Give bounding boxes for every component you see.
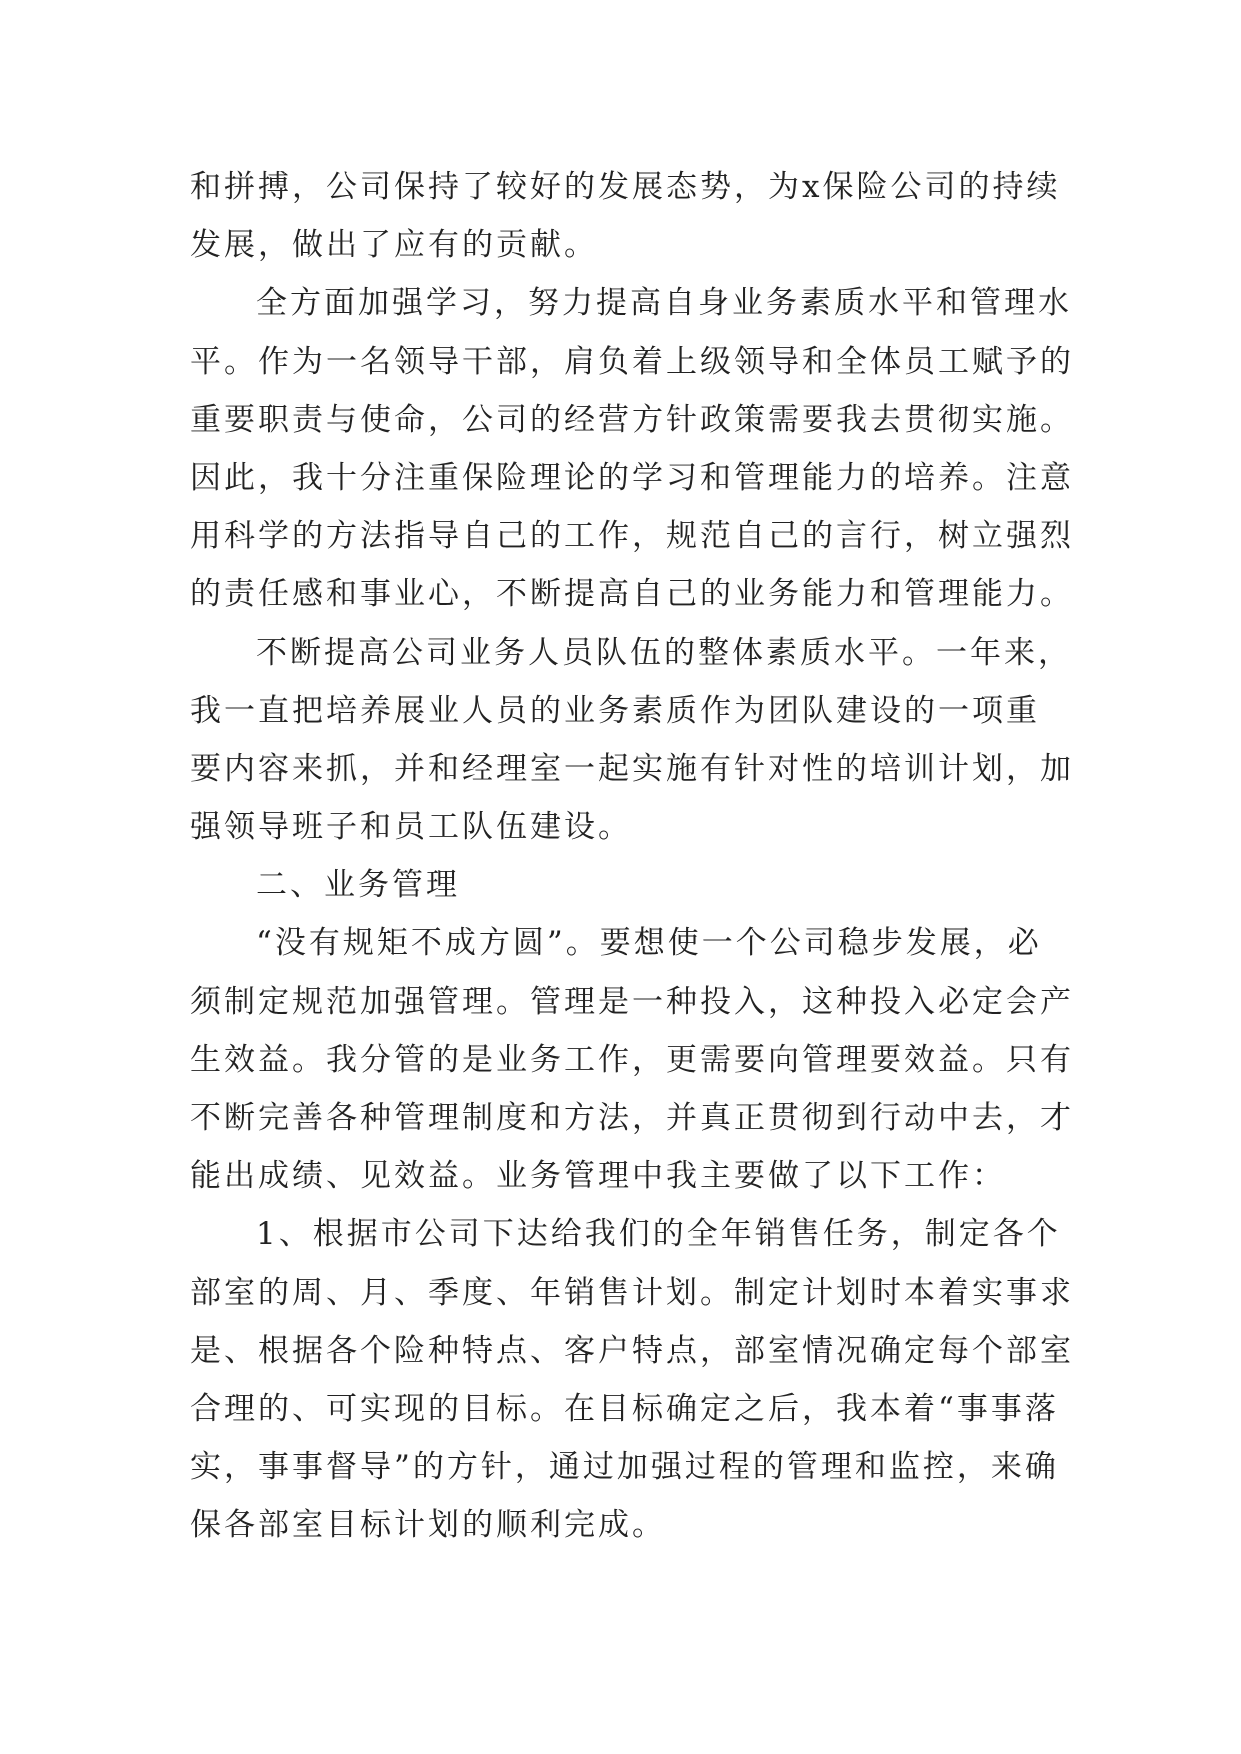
text-line: 全方面加强学习，努力提高自身业务素质水平和管理水: [256, 285, 1072, 322]
text-line: 平。作为一名领导干部，肩负着上级领导和全体员工赋予的: [190, 343, 1074, 380]
text-line: “没有规矩不成方圆”。要想使一个公司稳步发展，必: [256, 925, 1042, 962]
document-body: [190, 158, 1080, 1555]
text-line: 和拼搏，公司保持了较好的发展态势，为x保险公司的持续: [190, 169, 1061, 205]
text-line: 要内容来抓，并和经理室一起实施有针对性的培训计划，加: [190, 750, 1074, 787]
text-line: 实，事事督导”的方针，通过加强过程的管理和监控，来确: [190, 1449, 1059, 1486]
text-line: 1、根据市公司下达给我们的全年销售任务，制定各个: [256, 1216, 1061, 1253]
text-line: 用科学的方法指导自己的工作，规范自己的言行，树立强烈: [190, 518, 1074, 555]
text-line: 不断提高公司业务人员队伍的整体素质水平。一年来，: [256, 634, 1072, 671]
text-line: 因此，我十分注重保险理论的学习和管理能力的培养。注意: [190, 459, 1074, 496]
text-line: 不断完善各种管理制度和方法，并真正贯彻到行动中去，才: [190, 1100, 1074, 1136]
text-line: 我一直把培养展业人员的业务素质作为团队建设的一项重: [190, 692, 1040, 729]
text-line: 发展，做出了应有的贡献。: [190, 227, 598, 264]
text-line: 部室的周、月、季度、年销售计划。制定计划时本着实事求: [190, 1274, 1074, 1311]
text-line: 须制定规范加强管理。管理是一种投入，这种投入必定会产: [190, 983, 1074, 1020]
text-line: 能出成绩、见效益。业务管理中我主要做了以下工作：: [190, 1158, 1006, 1195]
text-line: 二、业务管理: [256, 867, 460, 904]
text-line: 保各部室目标计划的顺利完成。: [190, 1507, 666, 1544]
text-line: 的责任感和事业心，不断提高自己的业务能力和管理能力。: [190, 576, 1074, 613]
text-line: 重要职责与使命，公司的经营方针政策需要我去贯彻实施。: [190, 401, 1074, 438]
text-line: 是、根据各个险种特点、客户特点，部室情况确定每个部室: [190, 1332, 1074, 1369]
text-line: 合理的、可实现的目标。在目标确定之后，我本着“事事落: [190, 1390, 1059, 1427]
text-line: 强领导班子和员工队伍建设。: [190, 809, 632, 846]
text-line: 生效益。我分管的是业务工作，更需要向管理要效益。只有: [190, 1041, 1074, 1078]
